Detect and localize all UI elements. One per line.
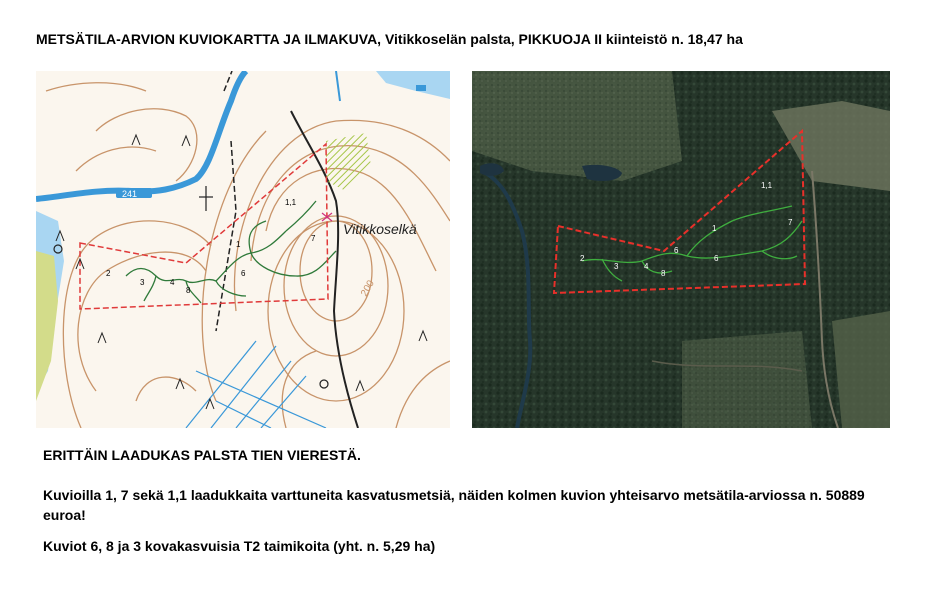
photo-label-1: 1 xyxy=(712,224,717,233)
info-paragraph-value: Kuvioilla 1, 7 sekä 1,1 laadukkaita varttuneita kasvatusmetsiä, näiden kolmen kuvion yhteisarvo metsätila-arviossa n. 50889 euroa! xyxy=(43,487,865,523)
contour-label: 200 xyxy=(359,278,377,299)
photo-label-6a: 6 xyxy=(674,246,679,255)
young-stand-south xyxy=(682,331,812,428)
compartment-label-3: 3 xyxy=(140,278,145,287)
road-label: 241 xyxy=(122,189,138,199)
info-heading: ERITTÄIN LAADUKAS PALSTA TIEN VIERESTÄ. xyxy=(43,447,361,463)
river xyxy=(36,71,246,199)
field-strip xyxy=(832,311,890,428)
photo-label-1-1: 1,1 xyxy=(761,181,773,190)
photo-label-6b: 6 xyxy=(714,254,719,263)
info-paragraph-seedlings: Kuviot 6, 8 ja 3 kovakasvuisia T2 taimikoita (yht. n. 5,29 ha) xyxy=(43,538,436,554)
compartment-label-7: 7 xyxy=(311,234,316,243)
topographic-map-svg xyxy=(36,71,450,428)
path-top xyxy=(224,71,232,91)
photo-label-7: 7 xyxy=(788,218,793,227)
compartment-label-2: 2 xyxy=(106,269,111,278)
river-branch xyxy=(336,71,340,101)
place-name: Vitikkoselkä xyxy=(343,221,417,237)
compartment-label-6: 6 xyxy=(241,269,246,278)
topographic-map xyxy=(36,71,450,428)
cross-symbol xyxy=(199,186,213,211)
clearcut-area xyxy=(326,133,371,191)
aerial-photo xyxy=(472,71,890,428)
photo-label-4: 4 xyxy=(644,262,649,271)
compartment-label-1: 1 xyxy=(236,240,241,249)
ditch-lines xyxy=(186,341,326,428)
photo-label-2: 2 xyxy=(580,254,585,263)
landmark-symbol xyxy=(320,380,328,388)
compartment-label-8: 8 xyxy=(186,286,191,295)
compartment-label-1-1: 1,1 xyxy=(285,198,297,207)
photo-label-3: 3 xyxy=(614,262,619,271)
contour-lines xyxy=(46,83,450,428)
aerial-photo-svg xyxy=(472,71,890,428)
pond xyxy=(416,85,426,91)
compartment-label-4: 4 xyxy=(170,278,175,287)
photo-label-8: 8 xyxy=(661,269,666,278)
lake-area-top xyxy=(376,71,450,99)
field-area xyxy=(36,251,58,401)
page-title: METSÄTILA-ARVION KUVIOKARTTA JA ILMAKUVA, Vitikkoselän palsta, PIKKUOJA II kiinteistö n. 18,47 ha xyxy=(36,31,743,47)
